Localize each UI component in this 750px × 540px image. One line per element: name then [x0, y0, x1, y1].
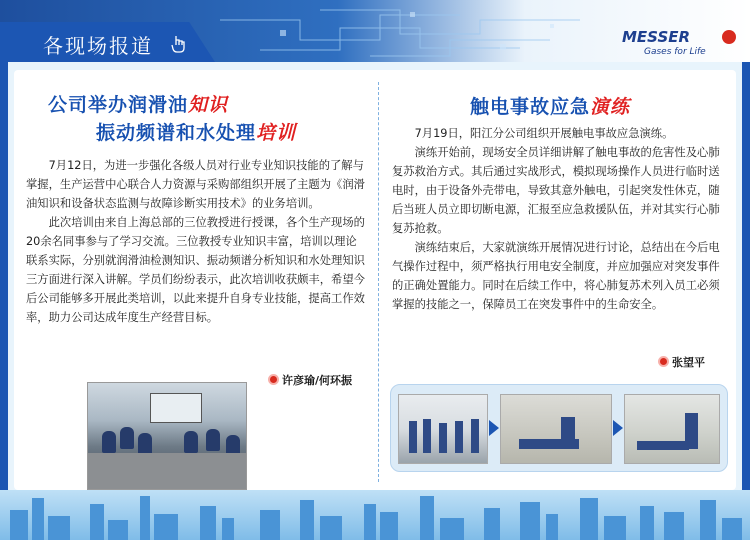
- conference-table: [88, 453, 247, 490]
- person-figure: [138, 433, 152, 455]
- section-title: 各现场报道: [43, 34, 153, 58]
- paragraph: 7月19日，阳江分公司组织开展触电事故应急演练。: [414, 127, 674, 140]
- building-shape: [154, 514, 178, 540]
- building-shape: [380, 512, 398, 540]
- building-shape: [260, 510, 280, 540]
- drill-photo-briefing: [398, 394, 488, 464]
- paragraph: 演练结束后，大家就演练开展情况进行讨论，总结出在今后电气操作过程中，须严格执行用电安全制度，并应加强应对突发事件的正确处置能力。同时在后续工作中，将心肺复苏术列入员工必须掌握的技能之一，保障员工在突发事件中的生命安全。: [392, 241, 720, 311]
- rescuer-figure: [561, 417, 575, 445]
- building-shape: [700, 500, 716, 540]
- decorative-circuit-lines: [220, 0, 610, 62]
- drill-photo-rescue: [624, 394, 720, 464]
- building-shape: [520, 502, 540, 540]
- hand-pointer-icon: [170, 34, 188, 54]
- right-article-title: [470, 92, 630, 119]
- projector-screen: [150, 393, 202, 423]
- person-figure: [423, 419, 431, 453]
- title-highlight-text: 培训: [256, 122, 297, 144]
- person-figure: [409, 421, 417, 453]
- person-figure: [184, 431, 198, 453]
- author-name: 许彦瑜/何环振: [282, 374, 353, 387]
- building-shape: [484, 508, 500, 540]
- building-shape: [722, 518, 742, 540]
- frame-left-stripe: [0, 62, 8, 502]
- right-article-body: [392, 124, 726, 314]
- paragraph: 演练开始前，现场安全员详细讲解了触电事故的危害性及心肺复苏救治方式。其后通过实战形式，模拟现场操作人员进行临时送电时，由于设备外壳带电，导致其意外触电，引起突发性休克，随后当班人员立即切断电源，汇报至应急救援队伍，并对其实行心肺复苏抢救。: [392, 146, 720, 235]
- company-logo: [622, 28, 740, 62]
- right-article-author: [658, 354, 705, 370]
- building-shape: [664, 512, 684, 540]
- author-name: 张望平: [672, 356, 705, 369]
- person-figure: [455, 421, 463, 453]
- arrow-right-icon: [613, 420, 623, 436]
- column-divider: [378, 82, 379, 482]
- building-shape: [440, 518, 464, 540]
- frame-right-stripe: [742, 62, 750, 502]
- logo-circle-icon: [722, 30, 736, 44]
- author-badge-icon: [268, 374, 279, 385]
- left-article-body: [26, 156, 366, 327]
- logo-wordmark: MESSER: [622, 28, 691, 46]
- rescuer-figure: [685, 413, 698, 449]
- left-article-title-line2: [96, 118, 296, 145]
- building-shape: [546, 514, 558, 540]
- building-shape: [320, 516, 342, 540]
- title-main-text: 公司举办润滑油: [48, 94, 189, 116]
- building-shape: [222, 518, 234, 540]
- training-photo: [87, 382, 247, 490]
- header-banner: [0, 0, 750, 62]
- building-shape: [300, 500, 314, 540]
- building-shape: [10, 510, 28, 540]
- title-main-text: 振动频谱和水处理: [96, 122, 257, 144]
- person-figure: [206, 429, 220, 451]
- arrow-right-icon: [489, 420, 499, 436]
- paragraph: 7月12日，为进一步强化各级人员对行业专业知识技能的了解与掌握，生产运营中心联合人力资源与采购部组织开展了主题为《润滑油知识和设备状态监测与故障诊断实用技术》的业务培训。: [26, 159, 365, 210]
- person-figure: [471, 419, 479, 453]
- building-shape: [48, 516, 70, 540]
- left-article-title-line1: [48, 90, 228, 117]
- building-shape: [420, 496, 434, 540]
- building-shape: [640, 506, 654, 540]
- building-shape: [140, 496, 150, 540]
- person-figure: [120, 427, 134, 449]
- city-skyline-footer: [0, 490, 750, 540]
- lying-person-figure: [637, 441, 689, 450]
- author-badge-icon: [658, 356, 669, 367]
- left-article-author: [268, 372, 352, 388]
- drill-photo-cpr: [500, 394, 612, 464]
- title-highlight-text: 演练: [590, 96, 631, 118]
- building-shape: [364, 504, 376, 540]
- building-shape: [32, 498, 44, 540]
- building-shape: [90, 504, 104, 540]
- building-shape: [604, 516, 626, 540]
- building-shape: [200, 506, 216, 540]
- title-main-text: 触电事故应急: [470, 96, 591, 118]
- building-shape: [108, 520, 128, 540]
- logo-tagline: Gases for Life: [644, 47, 706, 57]
- title-highlight-text: 知识: [188, 94, 229, 116]
- person-figure: [102, 431, 116, 453]
- building-shape: [580, 498, 598, 540]
- paragraph: 此次培训由来自上海总部的三位教授进行授课，各个生产现场的20余名同事参与了学习交流。三位教授专业知识丰富，培训以理论联系实际，分别就润滑油检测知识、振动频谱分析知识和水处理知识三方面进行深入讲解。学员们纷纷表示，此次培训收获颇丰，希望今后公司能够多开展此类培训，以此来提升自身专业技能，提高工作效率，助力公司达成年度生产经营目标。: [26, 216, 365, 324]
- person-figure: [439, 423, 447, 453]
